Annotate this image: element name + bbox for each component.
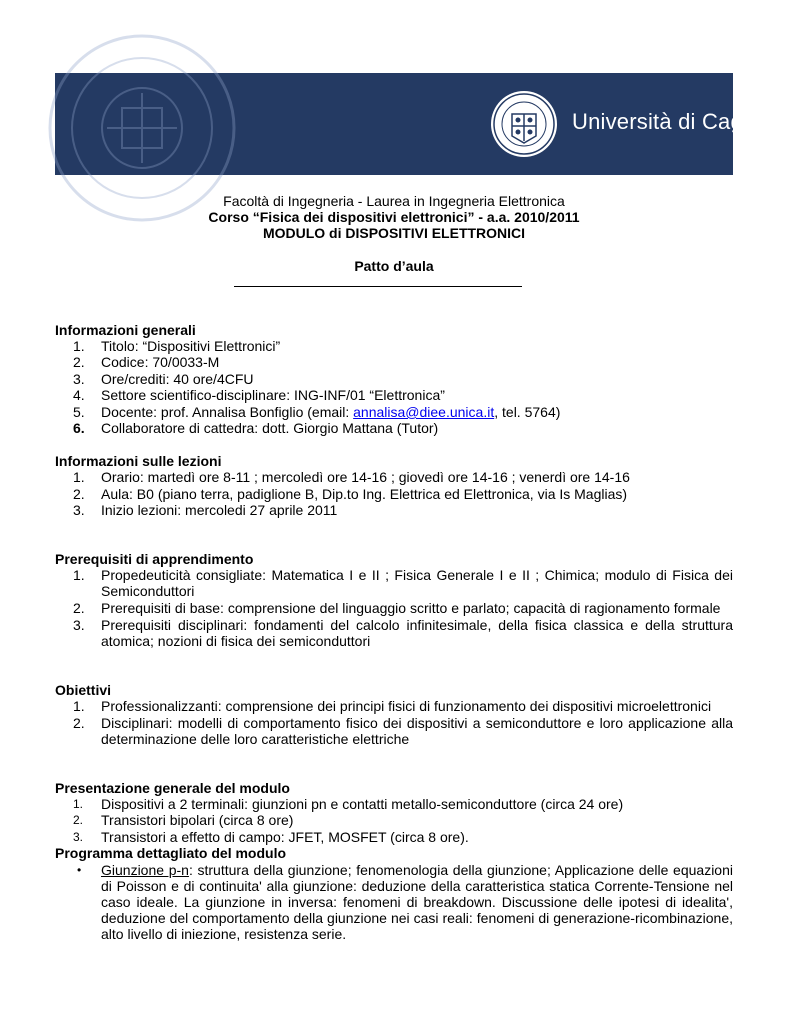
list-item: 2. Aula: B0 (piano terra, padiglione B, Dip.to Ing. Elettrica ed Elettronica, via Is Maglias) bbox=[73, 486, 628, 502]
section-module-overview: Presentazione generale del modulo bbox=[55, 780, 290, 796]
section-objectives: Obiettivi bbox=[55, 682, 112, 698]
list-item: 2. Transistori bipolari (circa 8 ore) bbox=[73, 812, 294, 828]
module-title: MODULO di DISPOSITIVI ELETTRONICI bbox=[262, 225, 526, 241]
list-item: 1. Orario: martedì ore 8-11 ; mercoledì ore 14-16 ; giovedì ore 14-16 ; venerdì ore 14-16 bbox=[73, 469, 630, 485]
section-lessons-info: Informazioni sulle lezioni bbox=[55, 453, 222, 469]
list-item: 5. Docente: prof. Annalisa Bonfiglio (email: annalisa@diee.unica.it, tel. 5764) bbox=[73, 404, 561, 420]
header-banner bbox=[55, 73, 779, 175]
section-detailed-program: Programma dettagliato del modulo bbox=[55, 845, 287, 861]
list-item: 3. Prerequisiti disciplinari: fondamenti del calcolo infinitesimale, della fisica classica e della struttura atomica; nozioni di fisica dei semiconduttori bbox=[73, 617, 733, 649]
list-item: 3. Inizio lezioni: mercoledi 27 aprile 2011 bbox=[73, 502, 338, 518]
list-item: 2. Prerequisiti di base: comprensione del linguaggio scritto e parlato; capacità di ragionamento formale bbox=[73, 600, 721, 616]
list-item: 1. Professionalizzanti: comprensione dei principi fisici di funzionamento dei dispositivi microelettronici bbox=[73, 698, 712, 714]
list-item: • Giunzione p-n: struttura della giunzione; fenomenologia della giunzione; Applicazione delle equazioni di Poisson e di continuita' alla giunzione: deduzione della caratteristica statica Corrente-Tensione nel caso ideale. La giunzione in inversa: fenomeni di breakdown. Discussione delle ipotesi di idealita', deduzione del comportamento della giunzione nei casi reali: fenomeni di generazione-ricombinazione, alto livello di iniezione, resistenza serie. bbox=[77, 862, 733, 942]
email-link[interactable]: annalisa@diee.unica.it bbox=[353, 404, 495, 420]
list-item: 2. Disciplinari: modelli di comportamento fisico dei dispositivi a semiconduttore e loro applicazione alla determinazione delle loro caratteristiche elettriche bbox=[73, 715, 733, 747]
list-item: 2. Codice: 70/0033-M bbox=[73, 354, 220, 370]
list-item: 1. Dispositivi a 2 terminali: giunzioni pn e contatti metallo-semiconduttore (circa 24 ore) bbox=[73, 796, 624, 812]
list-item: 3. Transistori a effetto di campo: JFET, MOSFET (circa 8 ore). bbox=[73, 829, 469, 845]
section-general-info: Informazioni generali bbox=[55, 322, 196, 338]
list-item: 1. Propedeuticità consigliate: Matematica I e II ; Fisica Generale I e II ; Chimica; modulo di Fisica dei Semiconduttori bbox=[73, 567, 733, 599]
topic-label: Giunzione p-n bbox=[101, 862, 189, 878]
faculty-line: Facoltà di Ingegneria - Laurea in Ingegneria Elettronica bbox=[223, 193, 565, 209]
university-logo-icon bbox=[489, 89, 559, 159]
list-item: 3. Ore/crediti: 40 ore/4CFU bbox=[73, 371, 254, 387]
list-item: 6. Collaboratore di cattedra: dott. Giorgio Mattana (Tutor) bbox=[73, 420, 439, 436]
title-divider bbox=[234, 286, 522, 287]
section-prerequisites: Prerequisiti di apprendimento bbox=[55, 551, 254, 567]
university-name: Università di Cagliari bbox=[572, 109, 779, 134]
list-item: 4. Settore scientifico-disciplinare: ING-INF/01 “Elettronica” bbox=[73, 387, 445, 403]
bullet-icon: • bbox=[77, 863, 82, 877]
course-title: Corso “Fisica dei dispositivi elettronici” - a.a. 2010/2011 bbox=[208, 209, 580, 225]
document-title: Patto d’aula bbox=[354, 258, 434, 274]
list-item: 1. Titolo: “Dispositivi Elettronici” bbox=[73, 338, 281, 354]
